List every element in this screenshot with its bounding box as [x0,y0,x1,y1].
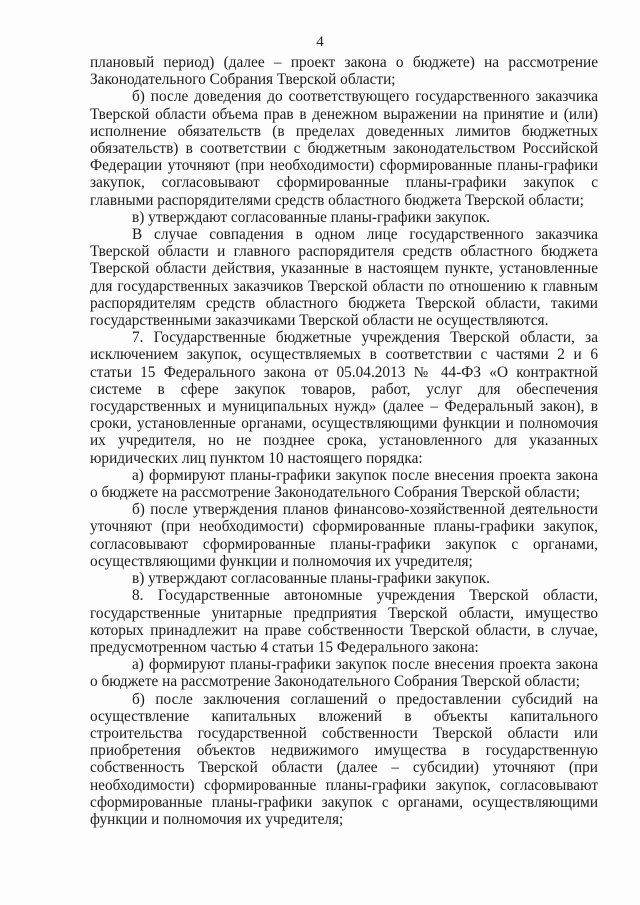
paragraph: а) формируют планы-графики закупок после внесения проекта закона о бюджете на рассмотрение Законодательного Собрания Тверской области; [90,656,598,691]
paragraph: 7. Государственные бюджетные учреждения Тверской области, за исключением закупок, осуществляемых в соответствии с частями 2 и 6 статьи 15 Федерального закона от 05.04.2013 № 44-ФЗ «О контрактной системе в сфере закупок товаров, работ, услуг для обеспечения государственных и муниципальных нужд» (далее – Федеральный закон), в сроки, установленные органами, осуществляющими функции и полномочия их учредителя, но не позднее срока, установленного для указанных юридических лиц пунктом 10 настоящего порядка: [90,329,598,467]
paragraph: в) утверждают согласованные планы-графики закупок. [132,570,490,588]
paragraph: б) после утверждения планов финансово-хозяйственной деятельности уточняют (при необходимости) сформированные планы-графики закупок, согласовывают сформированные планы-графики закупок с органами, осуществляющими функции и полномочия их учредителя; [90,501,598,570]
paragraph: 8. Государственные автономные учреждения Тверской области, государственные унитарные предприятия Тверской области, имущество которых принадлежит на праве собственности Тверской области, в случае, предусмотренном частью 4 статьи 15 Федерального закона: [90,587,598,656]
paragraph: а) формируют планы-графики закупок после внесения проекта закона о бюджете на рассмотрение Законодательного Собрания Тверской области; [90,466,598,502]
document-body [90,54,598,828]
paragraph: б) после заключения соглашений о предоставлении субсидий на осуществление капитальных вложений в объекты капитального строительства государственной собственности Тверской области или приобретения объектов недвижимого имущества в государственную собственность Тверской области (далее – субсидии) уточняют (при необходимости) сформированные планы-графики закупок, согласовывают сформированные планы-графики закупок с органами, осуществляющими функции и полномочия их учредителя; [90,690,598,828]
paragraph: в) утверждают согласованные планы-графики закупок. [132,208,490,226]
paragraph: плановый период) (далее – проект закона о бюджете) на рассмотрение Законодательного Собрания Тверской области; [90,54,598,89]
paragraph: б) после доведения до соответствующего государственного заказчика Тверской области объема прав в денежном выражении на принятие и (или) исполнение обязательств (в пределах доведенных лимитов бюджетных обязательств) в соответствии с бюджетным законодательством Российской Федерации уточняют (при необходимости) сформированные планы-графики закупок, согласовывают сформированные планы-графики закупок с главными распорядителями средств областного бюджета Тверской области; [90,88,598,209]
paragraph: В случае совпадения в одном лице государственного заказчика Тверской области и главного распорядителя средств областного бюджета Тверской области действия, указанные в настоящем пункте, установленные для государственных заказчиков Тверской области по отношению к главным распорядителям средств областного бюджета Тверской области, такими государственными заказчиками Тверской области не осуществляются. [90,226,598,330]
page-number: 4 [316,34,324,50]
